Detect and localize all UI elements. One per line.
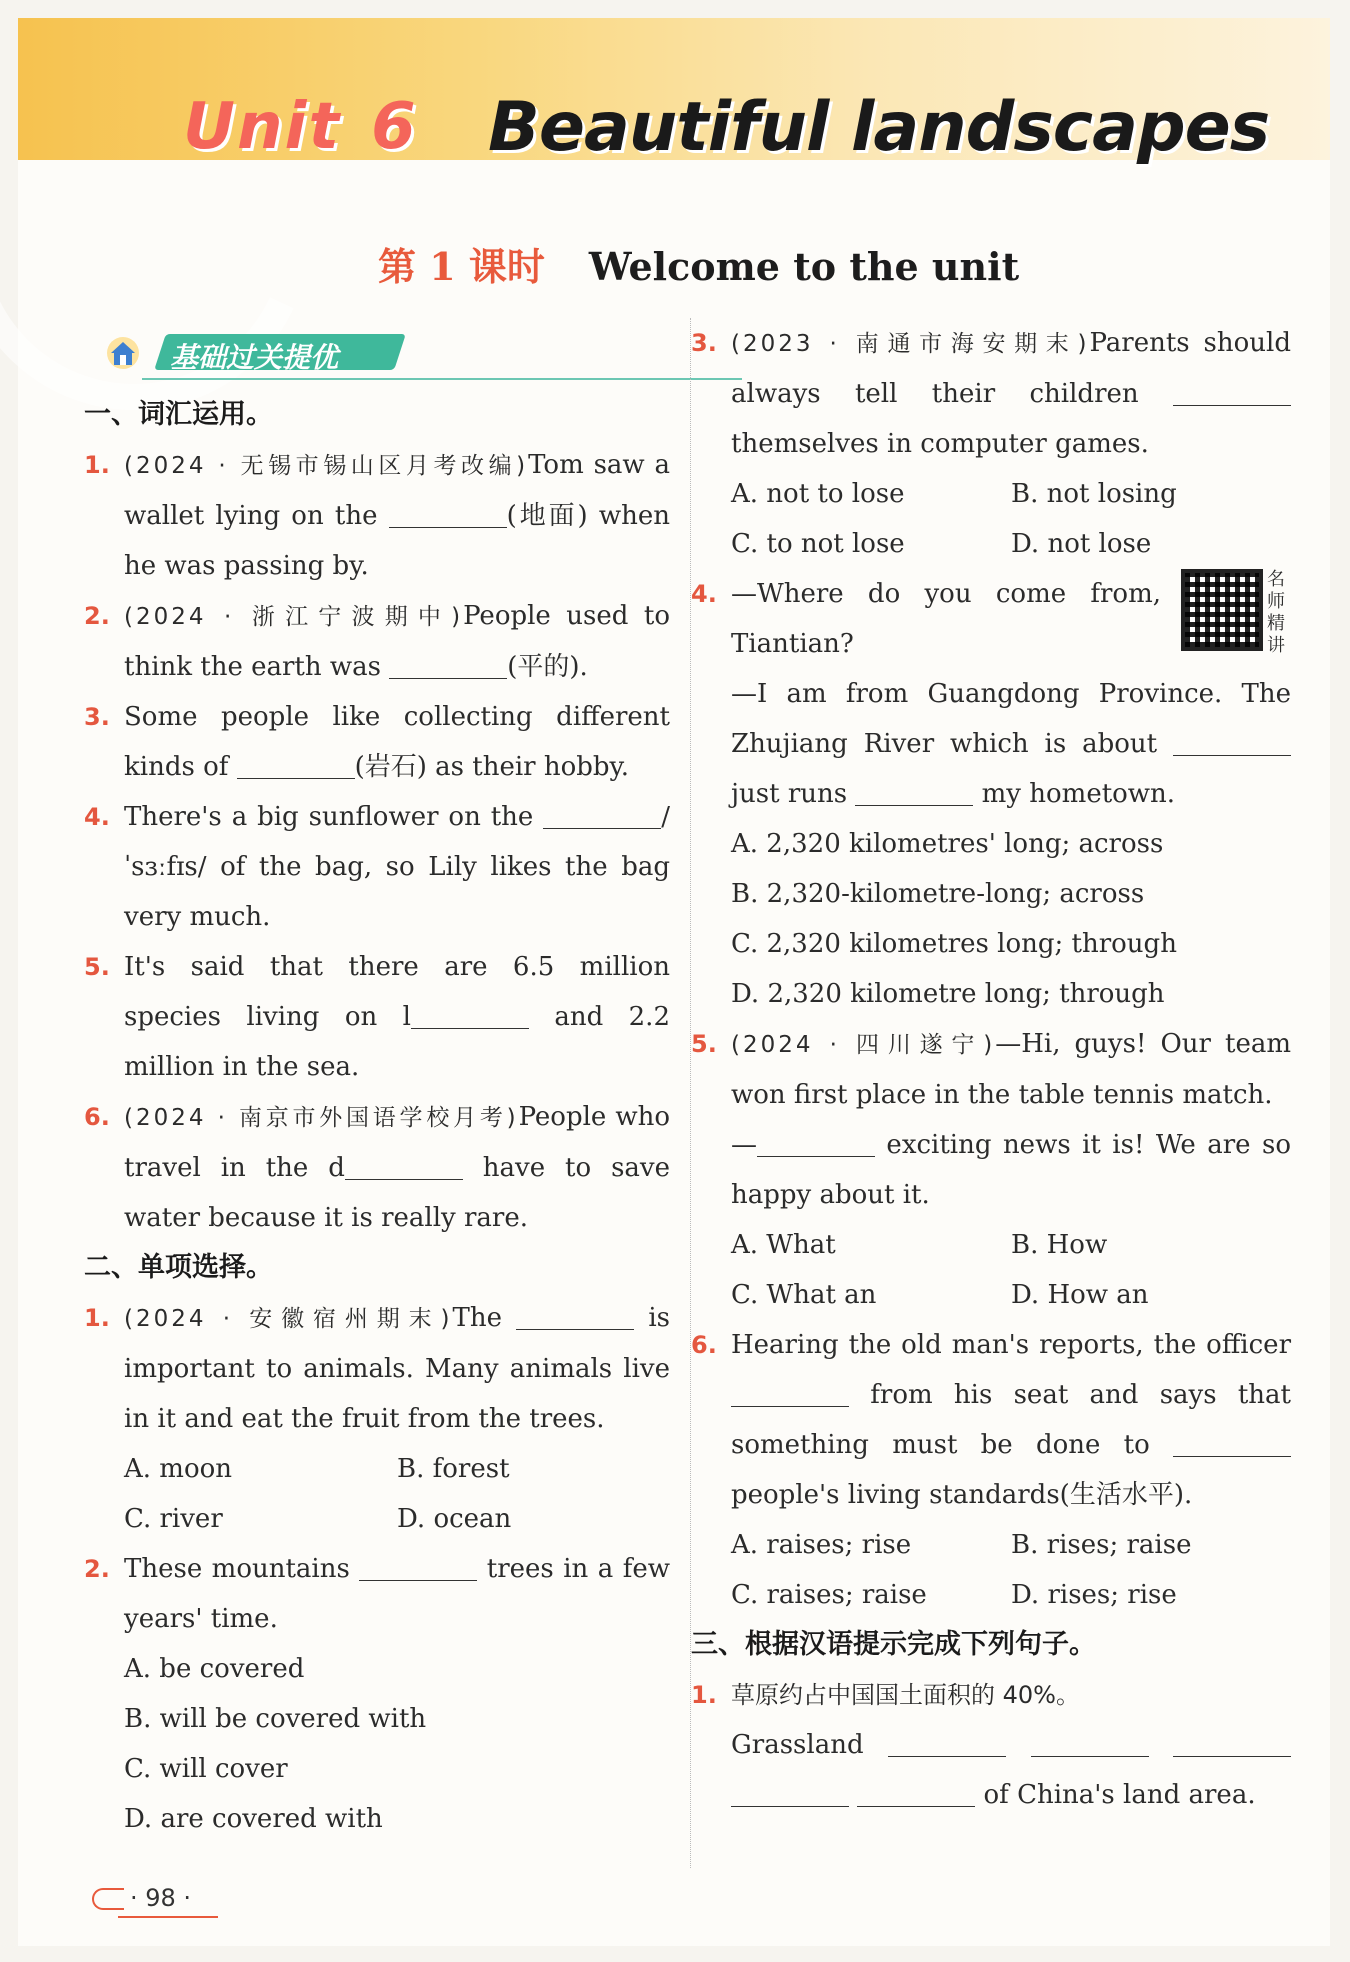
answer-blank[interactable]: [857, 1774, 975, 1807]
option-d[interactable]: D. 2,320 kilometre long; through: [731, 979, 1165, 1009]
answer-blank[interactable]: [1031, 1724, 1149, 1757]
option-d[interactable]: D. ocean: [397, 1504, 512, 1534]
choice-question-2: 2. These mountains trees in a few years' time.: [84, 1544, 670, 1644]
lesson-title: Welcome to the unit: [588, 244, 1020, 289]
option-a[interactable]: A. not to lose: [731, 479, 905, 509]
unit-banner: [18, 18, 1330, 167]
section-title-choice: 二、单项选择。: [84, 1252, 273, 1283]
vocab-question-1: 1. (2024 · 无锡市锡山区月考改编)Tom saw a wallet lying on the (地面) when he was passing by.: [84, 450, 670, 581]
vocab-question-2: 2. (2024 · 浙江宁波期中)People used to think the earth was (平的).: [84, 601, 670, 682]
page-curl-icon: [92, 1888, 124, 1910]
answer-blank[interactable]: [1173, 1724, 1291, 1757]
option-b[interactable]: B. will be covered with: [124, 1704, 427, 1734]
choice-question-3: 3. (2023 · 南通市海安期末)Parents should always tell their children themselves in computer games.: [691, 328, 1291, 459]
answer-blank[interactable]: [543, 796, 661, 829]
section-tag: [86, 326, 666, 376]
choice-4-options: [691, 819, 1291, 1019]
option-a[interactable]: A. be covered: [124, 1654, 305, 1684]
option-a[interactable]: A. 2,320 kilometres' long; across: [731, 829, 1164, 859]
choice-question-6: 6. Hearing the old man's reports, the officer from his seat and says that something must be done to people's living standards(生活水平).: [691, 1330, 1291, 1510]
choice-2-options: [84, 1644, 670, 1844]
house-icon: [106, 336, 140, 370]
lesson-number: 第 1 课时: [378, 244, 545, 289]
option-c[interactable]: C. will cover: [124, 1754, 288, 1784]
choice-question-4: 4. —Where do you come from, Tiantian? 名师精讲: [691, 569, 1291, 669]
right-column: [691, 318, 1291, 1820]
section-title-translation: 三、根据汉语提示完成下列句子。: [691, 1629, 1096, 1660]
qr-label: 名师精讲: [1267, 569, 1285, 656]
choice-question-5-reply: — exciting news it is! We are so happy about it.: [691, 1120, 1291, 1220]
answer-blank[interactable]: [731, 1774, 849, 1807]
option-b[interactable]: B. not losing: [1011, 479, 1177, 509]
option-d[interactable]: D. How an: [1011, 1280, 1149, 1310]
vocab-question-6: 6. (2024 · 南京市外国语学校月考)People who travel in the d have to save water because it is really rare.: [84, 1102, 671, 1233]
vocab-question-4: 4. There's a big sunflower on the /ˈsɜːfɪs/ of the bag, so Lily likes the bag very much.: [84, 792, 670, 942]
answer-blank[interactable]: [731, 1374, 849, 1407]
answer-blank[interactable]: [855, 773, 973, 806]
answer-blank[interactable]: [888, 1724, 1006, 1757]
page-number: · 98 ·: [92, 1884, 191, 1912]
choice-question-1: 1. (2024 · 安徽宿州期末)The is important to animals. Many animals live in it and eat the fruit from the trees.: [84, 1293, 670, 1444]
answer-blank[interactable]: [237, 746, 355, 779]
option-a[interactable]: A. moon: [124, 1454, 233, 1484]
choice-5-options: [691, 1220, 1291, 1320]
answer-blank[interactable]: [516, 1297, 634, 1330]
option-b[interactable]: B. forest: [397, 1454, 510, 1484]
translation-question-1-answer: Grassland of China's land area.: [691, 1720, 1291, 1820]
option-c[interactable]: C. 2,320 kilometres long; through: [731, 929, 1177, 959]
option-b[interactable]: B. rises; raise: [1011, 1530, 1192, 1560]
section-title-vocabulary: 一、词汇运用。: [84, 399, 273, 430]
answer-blank[interactable]: [389, 646, 507, 679]
option-b[interactable]: B. 2,320-kilometre-long; across: [731, 879, 1145, 909]
lesson-heading: [378, 236, 1019, 291]
choice-6-options: [691, 1520, 1291, 1620]
unit-title: Beautiful landscapes: [488, 88, 1270, 167]
answer-blank[interactable]: [389, 495, 507, 528]
option-c[interactable]: C. to not lose: [731, 529, 905, 559]
option-d[interactable]: D. are covered with: [124, 1804, 383, 1834]
choice-1-options: [84, 1444, 670, 1544]
left-column: [84, 390, 670, 1844]
answer-blank[interactable]: [359, 1548, 477, 1581]
answer-blank[interactable]: [757, 1124, 875, 1157]
choice-question-4-answer: —I am from Guangdong Province. The Zhujiang River which is about just runs my hometown.: [731, 679, 1291, 809]
option-c[interactable]: C. What an: [731, 1280, 877, 1310]
page-number-underline: [118, 1916, 218, 1918]
answer-blank[interactable]: [345, 1147, 463, 1180]
tag-label: 基础过关提优: [170, 341, 339, 374]
answer-blank[interactable]: [1173, 1424, 1291, 1457]
worksheet-page: [18, 18, 1330, 1946]
option-a[interactable]: A. What: [731, 1230, 836, 1260]
choice-3-options: [691, 469, 1291, 569]
vocab-question-5: 5. It's said that there are 6.5 million species living on l and 2.2 million in the sea.: [84, 952, 670, 1082]
unit-label: Unit 6: [183, 90, 418, 164]
option-a[interactable]: A. raises; rise: [731, 1530, 912, 1560]
answer-blank[interactable]: [411, 996, 529, 1029]
option-d[interactable]: D. rises; rise: [1011, 1580, 1177, 1610]
qr-code-icon[interactable]: [1181, 569, 1263, 651]
option-d[interactable]: D. not lose: [1011, 529, 1152, 559]
answer-blank[interactable]: [1173, 723, 1291, 756]
translation-question-1: 1. 草原约占中国国土面积的 40%。: [691, 1681, 1080, 1709]
tag-underline: [142, 378, 742, 380]
choice-question-5: 5. (2024 · 四川遂宁)—Hi, guys! Our team won first place in the table tennis match.: [691, 1029, 1291, 1110]
option-c[interactable]: C. raises; raise: [731, 1580, 927, 1610]
vocab-question-3: 3. Some people like collecting different kinds of (岩石) as their hobby.: [84, 702, 670, 782]
answer-blank[interactable]: [1173, 373, 1291, 406]
option-b[interactable]: B. How: [1011, 1230, 1108, 1260]
option-c[interactable]: C. river: [124, 1504, 223, 1534]
qr-code-block[interactable]: [1173, 569, 1291, 661]
